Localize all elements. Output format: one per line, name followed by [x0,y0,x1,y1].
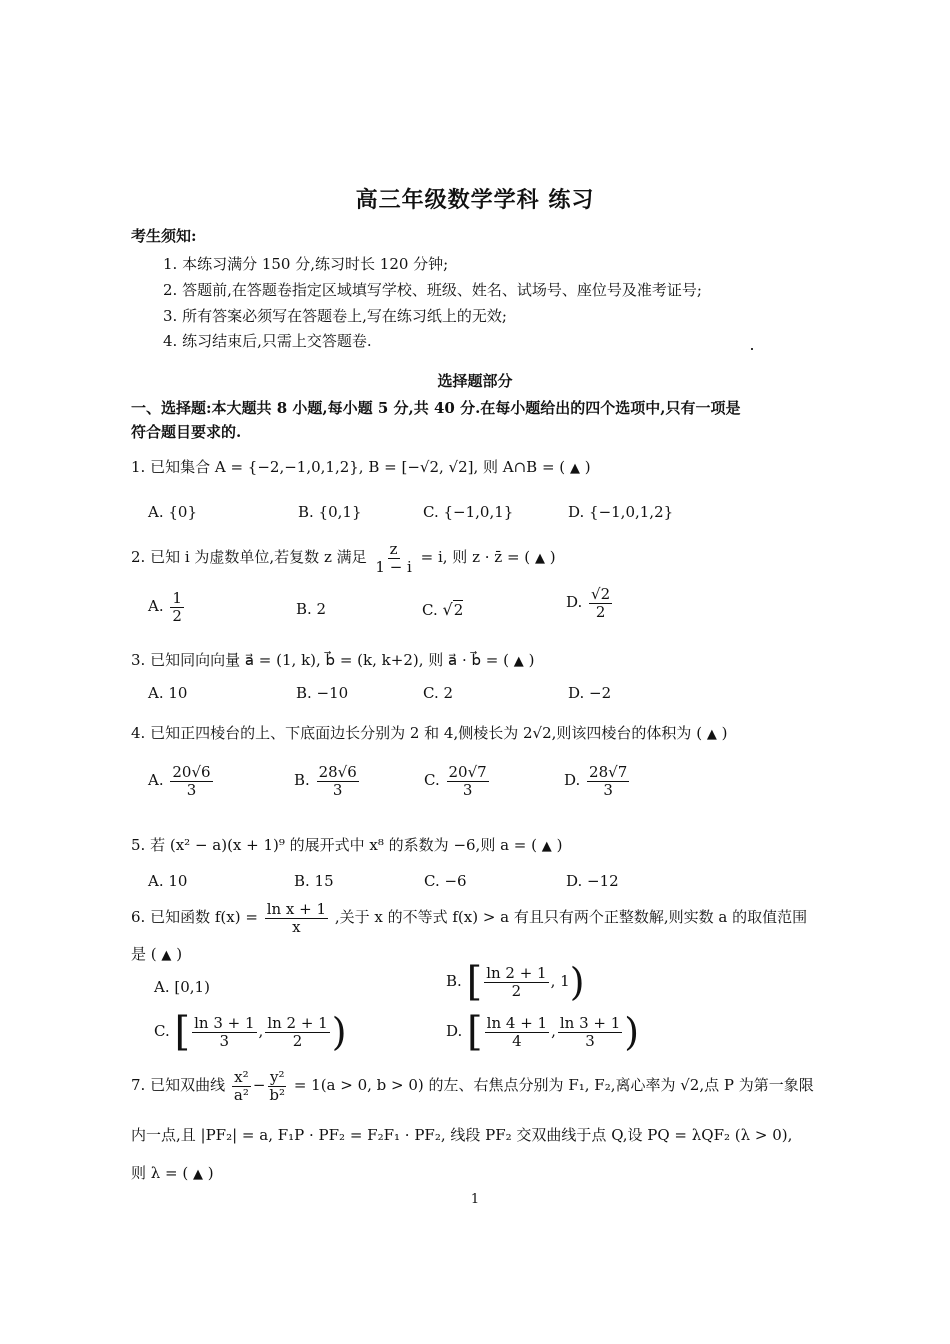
option-a [148,590,186,624]
fraction [170,764,212,798]
fraction [170,590,184,624]
question-3 [131,649,534,670]
option-b: B. −10 [296,684,349,702]
answer-marker: ▲ [193,1167,204,1182]
option-c [424,764,491,798]
question-stem: 5. 若 (x² − a)(x + 1)⁹ 的展开式中 x⁸ 的系数为 −6,则 a = ( [131,836,537,854]
fraction-denominator: 3 [219,1031,230,1050]
fraction-numerator: y² [269,1068,285,1086]
option-b [446,959,585,1005]
fraction [265,901,328,935]
fraction-denominator: 3 [603,780,613,799]
fraction-numerator: √2 [591,585,611,603]
option-label: D. [566,593,583,611]
fraction-numerator: z [389,540,398,558]
option-d: D. {−1,0,1,2} [568,503,674,521]
close-paren: ) [207,1164,214,1182]
option-a: A. [0,1) [154,978,210,996]
option-b [294,764,361,798]
fraction-numerator: x² [234,1068,249,1086]
close-paren: ) [556,836,563,854]
fraction-denominator: 2 [595,602,606,621]
notice-item: 2. 答题前,在答题卷指定区域填写学校、班级、姓名、试场号、座位号及准考证号; [163,281,702,299]
notice-item: 4. 练习结束后,只需上交答题卷. [163,332,372,350]
question-4 [131,722,727,743]
answer-marker: ▲ [541,839,552,854]
question-5 [131,834,562,855]
left-bracket-icon: [ [467,1009,483,1055]
interval-end: , 1 [550,972,570,990]
minus-sign: − [252,1076,266,1094]
question-7 [131,1069,814,1103]
question-stem: 7. 已知双曲线 [131,1076,226,1094]
right-paren-icon: ) [624,1010,640,1054]
option-label: D. [446,1022,463,1040]
radicand: 2 [453,601,464,619]
option-a: A. 10 [148,684,188,702]
option-a [148,764,215,798]
fraction [373,541,413,575]
fraction [267,1069,287,1103]
notice-item: 1. 本练习满分 150 分,练习时长 120 分钟; [163,255,449,273]
question-7-cont: 内一点,且 |PF₂| = a, F₁P · PF₂ = F₂F₁ · PF₂, 线段 PF₂ 交双曲线于点 Q,设 PQ = λQF₂ (λ > 0), [131,1126,793,1144]
fraction-denominator: 2 [511,981,522,1000]
option-a: A. {0} [148,503,197,521]
option-label: C. [424,771,440,789]
question-stem: 则 λ = ( [131,1164,189,1182]
question-stem-cont: = i, 则 z · z̄ = ( [420,548,531,566]
answer-marker: ▲ [534,551,545,566]
question-stem: 4. 已知正四棱台的上、下底面边长分别为 2 和 4,侧棱长为 2√2,则该四棱台的体积为 ( [131,724,703,742]
option-label: A. [148,597,164,615]
fraction-denominator: 3 [462,780,473,799]
option-b: B. 2 [296,600,327,618]
question-stem-cont: = 1(a > 0, b > 0) 的左、右焦点分别为 F₁, F₂,离心率为 √2,点 P 为第一象限 [293,1076,814,1094]
fraction-numerator: 20√6 [172,763,211,781]
option-b: B. 15 [294,872,334,890]
fraction [317,764,359,798]
question-stem-cont: ,关于 x 的不等式 f(x) > a 有且只有两个正整数解,则实数 a 的取值范围 [334,908,808,926]
fraction-denominator: 1 − i [375,557,412,576]
option-c: C. −6 [424,872,467,890]
answer-marker: ▲ [706,727,717,742]
question-6-cont [131,943,182,964]
close-paren: ) [528,651,535,669]
fraction-denominator: 4 [512,1031,522,1050]
option-d: D. [ $\frac{\ln 4 + 1}{4}$ , $\frac{\ln 3 + 1}{3}$ ) [446,1009,640,1055]
fraction-numerator: ln 2 + 1 [486,964,547,982]
question-stem: 1. 已知集合 A = {−2,−1,0,1,2}, B = [−√2, √2], 则 A∩B = ( [131,458,566,476]
section-title: 选择题部分 [437,372,513,390]
option-c: C. 2 [423,684,454,702]
close-paren: ) [549,548,556,566]
page-number: 1 [470,1192,480,1207]
fraction-numerator: 20√7 [448,763,487,781]
fraction [558,1015,622,1049]
option-c: C. {−1,0,1} [423,503,514,521]
fraction [232,1069,251,1103]
option-c: C. [ $\frac{\ln 3 + 1}{3}$ , $\frac{\ln 2 + 1}{2}$ ) [154,1009,347,1055]
fraction [587,764,629,798]
fraction-numerator: ln 3 + 1 [559,1014,621,1032]
question-6 [131,901,807,935]
notice-item: 3. 所有答案必须写在答题卷上,写在练习纸上的无效; [163,307,507,325]
question-2 [131,541,556,575]
option-label: C. [422,601,438,619]
fraction-numerator: ln 3 + 1 [194,1014,255,1032]
option-label: B. [294,771,310,789]
notice-heading: 考生须知: [131,227,197,245]
option-d [566,586,614,620]
fraction-denominator: 3 [332,780,343,799]
fraction-denominator: b² [269,1085,286,1104]
fraction-numerator: 28√6 [318,763,357,781]
right-paren-icon: ) [331,1010,347,1054]
close-paren: ) [721,724,728,742]
question-7-cont2 [131,1162,214,1183]
fraction-denominator: 3 [186,780,197,799]
right-paren-icon: ) [569,960,585,1004]
left-bracket-icon: [ [174,1009,191,1055]
part-header-cont: 符合题目要求的. [131,423,242,441]
option-label: B. [446,972,462,990]
fraction-numerator: ln 4 + 1 [486,1014,548,1032]
option-d [564,764,631,798]
answer-marker: ▲ [569,461,580,476]
fraction-denominator: 2 [172,606,182,625]
page-title: 高三年级数学学科 练习 [355,187,595,213]
fraction-denominator: x [292,917,301,936]
fraction [589,586,612,620]
fraction-denominator: 3 [585,1031,595,1050]
fraction [484,965,548,999]
close-paren: ) [176,945,183,963]
option-label: D. [564,771,581,789]
radical-icon: √ [442,600,453,619]
fraction [192,1015,256,1049]
left-bracket-icon: [ [466,959,483,1005]
close-paren: ) [584,458,591,476]
fraction-denominator: 2 [292,1031,303,1050]
fraction-numerator: ln 2 + 1 [267,1014,328,1032]
fraction-numerator: 1 [172,589,182,607]
option-a: A. 10 [148,872,188,890]
option-b: B. {0,1} [298,503,362,521]
speck [751,348,753,350]
fraction [265,1015,329,1049]
part-header: 一、选择题:本大题共 8 小题,每小题 5 分,共 40 分.在每小题给出的四个选项中,只有一项是 [131,399,741,417]
fraction [485,1015,549,1049]
option-c [422,600,463,619]
answer-marker: ▲ [513,654,524,669]
option-d: D. −12 [566,872,619,890]
question-stem: 6. 已知函数 f(x) = [131,908,258,926]
option-d: D. −2 [568,684,612,702]
fraction-numerator: ln x + 1 [266,900,327,918]
fraction-denominator: a² [233,1085,249,1104]
fraction [447,764,489,798]
question-1 [131,456,591,477]
fraction-numerator: 28√7 [589,763,628,781]
question-stem: 2. 已知 i 为虚数单位,若复数 z 满足 [131,548,367,566]
answer-marker: ▲ [161,948,172,963]
question-stem: 3. 已知同向向量 a⃗ = (1, k), b⃗ = (k, k+2), 则 a⃗ · b⃗ = ( [131,651,509,669]
question-stem: 是 ( [131,945,157,963]
option-label: A. [148,771,164,789]
option-label: C. [154,1022,170,1040]
